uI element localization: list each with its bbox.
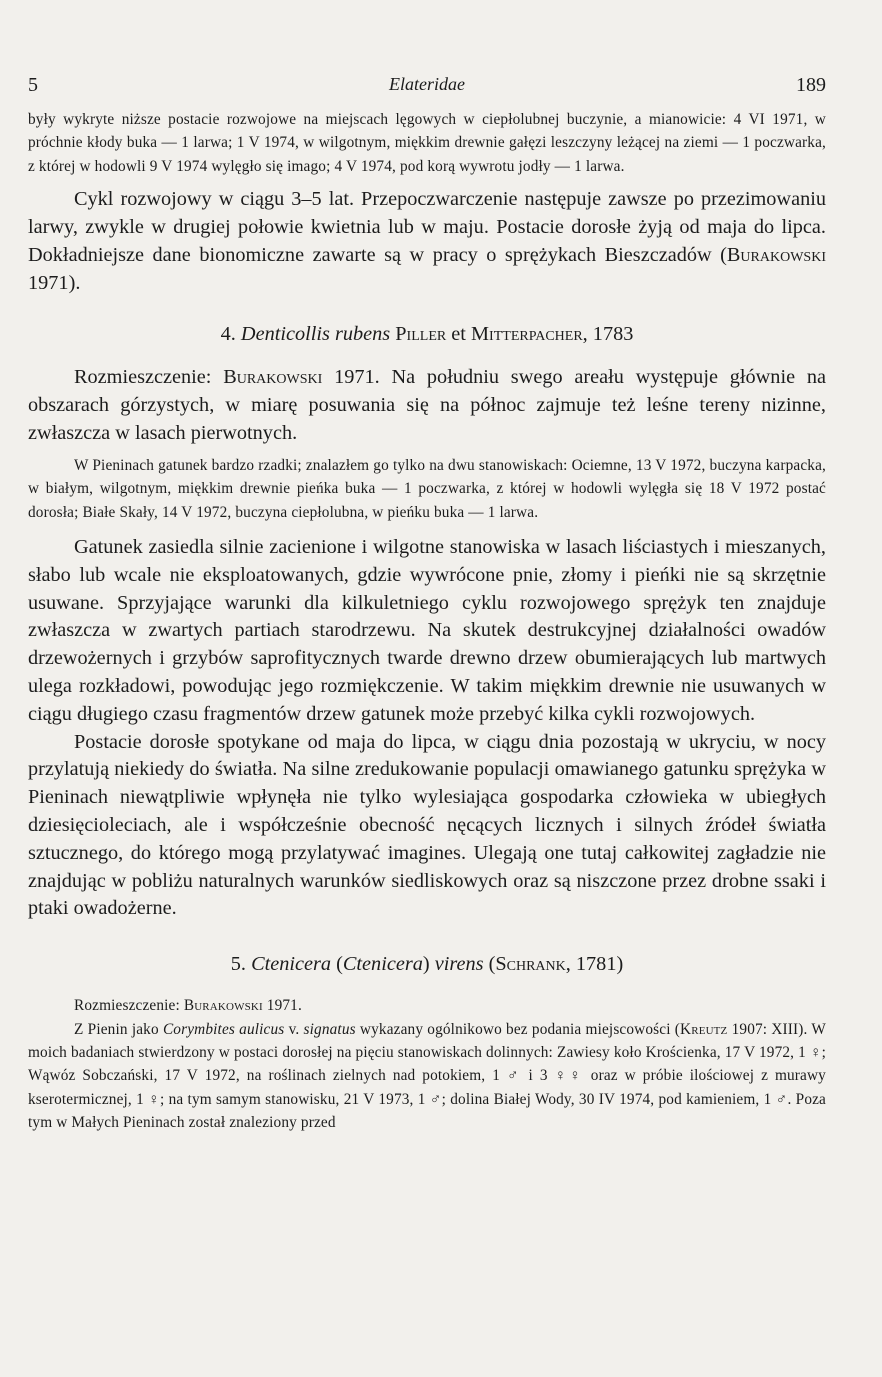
paragraph-3: Rozmieszczenie: Burakowski 1971. Na południu swego areału występuje głównie na obszarach górzystych, w miarę posuwania się na północ zajmuje też leśne tereny nizinne, zwłaszcza w lasach pierwotnych.	[28, 366, 827, 444]
paragraph-5: Gatunek zasiedla silnie zacienione i wilgotne stanowiska w lasach liściastych i mieszanych, słabo lub wcale nie eksploatowanych, gdzie wywrócone pnie, złomy i pieńki nie są skrzętnie usuwane. Sprzyjające warunki dla kilkuletniego cyklu rozwojowego sprężyk ten znajduje zwłaszcza w zwartych partiach starodrzewu. Na skutek destrukcyjnej działalności owadów drzewożernych i grzybów saprofitycznych twarde drewno drzew obumierających lub martwych ulega rozkładowi, powodując jego rozmiękczenie. W takim miękkim drewnie nie usuwanych w ciągu długiego czasu fragmentów drzew gatunek może przebyć kilka cykli rozwojowych.	[28, 536, 826, 725]
page	[28, 74, 826, 1135]
author-citation: Burakowski	[223, 366, 323, 389]
paragraph-2: Cykl rozwojowy w ciągu 3–5 lat. Przepoczwarczenie następuje zawsze po przezimowaniu larwy, zwykle w drugiej połowie kwietnia lub w maju. Postacie dorosłe żyją od maja do lipca. Dokładniejsze dane bionomiczne zawarte są w pracy o sprężykach Bieszczadów (Burakowski 1971).	[28, 188, 826, 294]
author-citation: Burakowski	[726, 243, 826, 266]
paragraph-8: Z Pienin jako Corymbites aulicus v. signatus wykazany ogólnikowo bez podania miejscowości (Kreutz 1907: XIII). W moich badaniach stwierdzony w postaci dorosłej na pięciu stanowiskach dolinnych: Zawiesy koło Krościenka, 17 V 1972, 1 ♀; Wąwóz Sobczański, 17 V 1972, na roślinach zielnych nad potokiem, 1 ♂ i 3 ♀♀ oraz w próbie ilościowej z murawy kserotermicznej, 1 ♀; na tym samym stanowisku, 21 V 1973, 1 ♂; dolina Białej Wody, 30 IV 1974, pod kamieniem, 1 ♂. Poza tym w Małych Pieninach został znaleziony przed	[28, 1020, 826, 1132]
author-citation: Burakowski	[183, 997, 263, 1015]
paragraph-6: Postacie dorosłe spotykane od maja do lipca, w ciągu dnia pozostają w ukryciu, w nocy przylatują niekiedy do światła. Na silne zredukowanie populacji omawianego gatunku sprężyka w Pieninach niewątpliwie wpłynęła nie tylko wylesiająca gospodarka człowieka w ubiegłych dziesięcioleciach, ale i współcześnie obecność nęcących licznych i silnych źródeł światła sztucznego, do którego mogą przylatywać imagines. Ulegają one tutaj całkowitej zagładzie nie znajdując w pobliżu naturalnych warunków siedliskowych oraz są niszczone przez drobne ssaki i ptaki owadożerne.	[28, 730, 826, 920]
author-citation: Kreutz	[680, 1020, 728, 1038]
chapter-number: 5	[28, 74, 38, 96]
paragraph-7: Rozmieszczenie: Burakowski 1971.	[74, 997, 302, 1015]
section-heading-5: 5. Ctenicera (Ctenicera) virens (Schrank, 1781)	[230, 953, 624, 976]
running-title: Elateridae	[389, 74, 465, 94]
paragraph-1: były wykryte niższe postacie rozwojowe na miejscach lęgowych w ciepłolubnej buczynie, a mianowicie: 4 VI 1971, w próchnie kłody buka — 1 larwa; 1 V 1974, w wilgotnym, miękkim drewnie gałęzi leszczyny leżącej na ziemi — 1 poczwarka, z której w hodowli 9 V 1974 wylęgło się imago; 4 V 1974, pod korą wywrotu jodły — 1 larwa.	[28, 111, 826, 175]
species-name: Denticollis rubens	[240, 323, 391, 346]
page-number: 189	[796, 74, 826, 96]
section-heading-4: 4. Denticollis rubens Piller et Mitterpacher, 1783	[220, 323, 634, 346]
paragraph-4: W Pieninach gatunek bardzo rzadki; znalazłem go tylko na dwu stanowiskach: Ociemne, 13 V 1972, buczyna karpacka, w białym, wilgotnym, miękkim drewnie pieńka buka — 1 poczwarka, z której w hodowli wylęgła się 18 V 1972 postać dorosła; Białe Skały, 14 V 1972, buczyna ciepłolubna, w pieńku buka — 1 larwa.	[28, 456, 826, 521]
running-header	[28, 74, 826, 108]
